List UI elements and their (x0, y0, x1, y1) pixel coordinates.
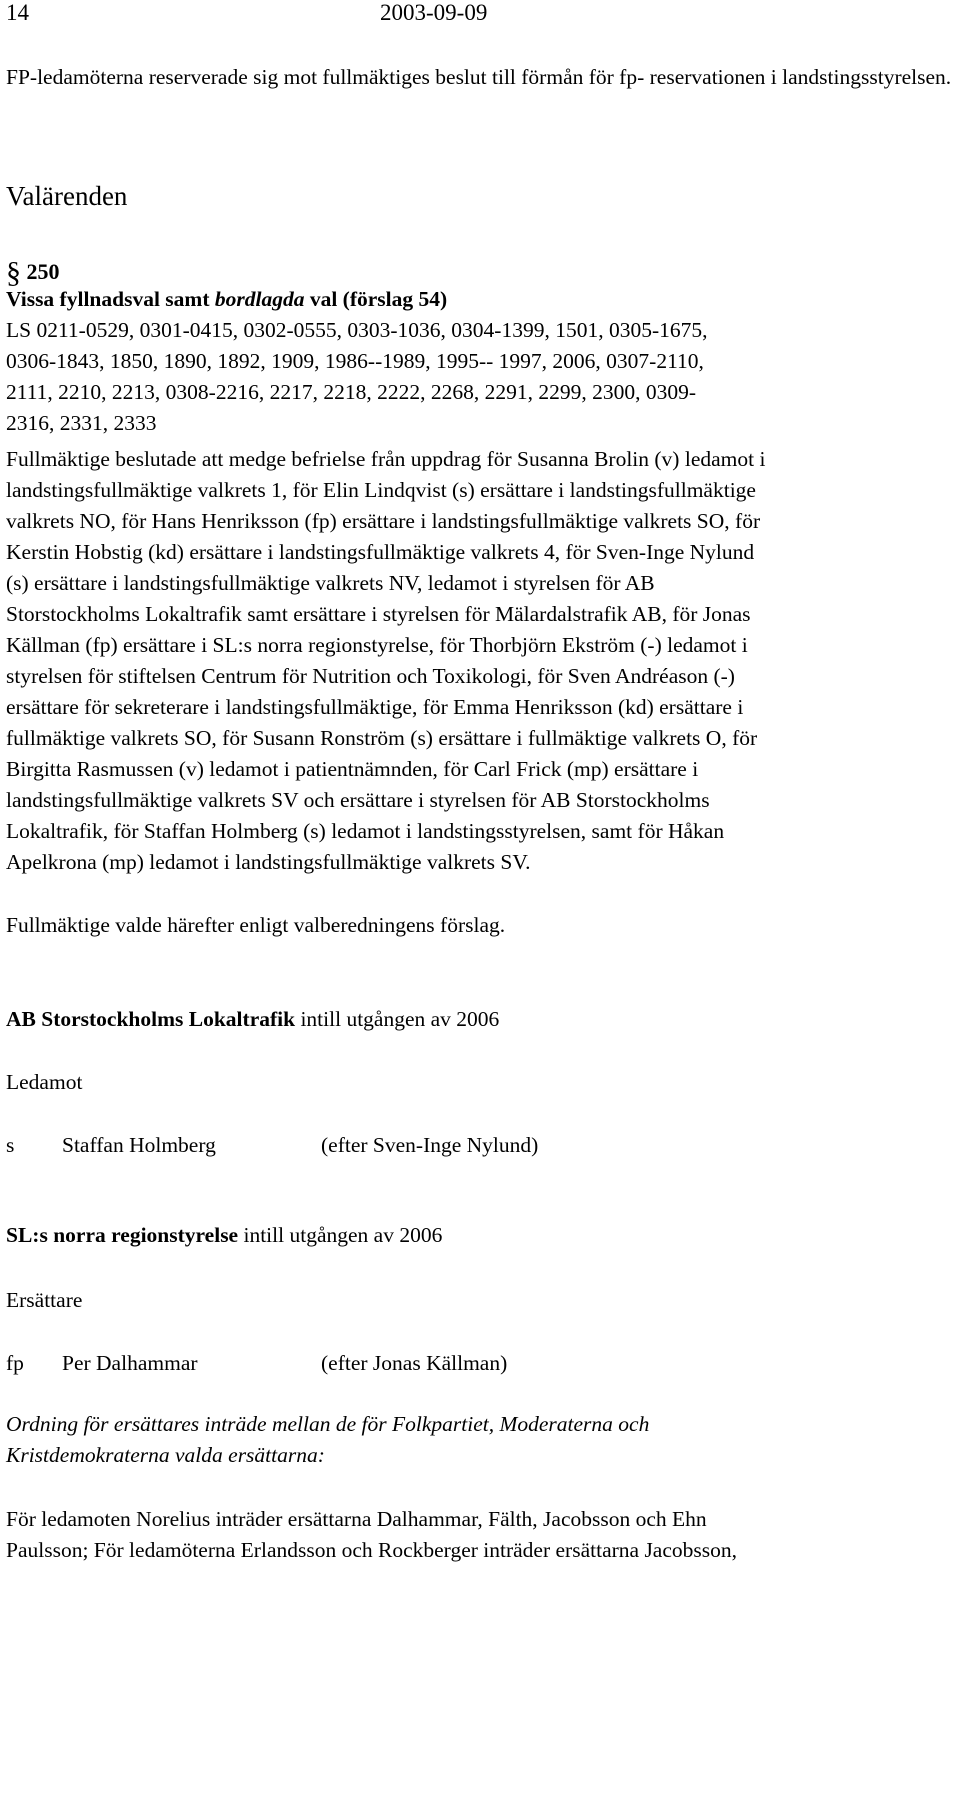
sl-board-heading (6, 1007, 499, 1032)
north-board-period: intill utgången av 2006 (238, 1223, 443, 1247)
north-board-role: Ersättare (6, 1288, 83, 1312)
decision-line: Lokaltrafik, för Staffan Holmberg (s) ledamot i landstingsstyrelsen, samt för Håkan (6, 819, 725, 843)
decision-line: Birgitta Rasmussen (v) ledamot i patientnämnden, för Carl Frick (mp) ersättare i (6, 757, 699, 781)
north-board-member-name: Per Dalhammar (62, 1351, 198, 1375)
decision-line: Kerstin Hobstig (kd) ersättare i landstingsfullmäktige valkrets 4, för Sven-Inge Nylund (6, 540, 755, 564)
sl-board-name: AB Storstockholms Lokaltrafik (6, 1007, 296, 1031)
item-number (6, 256, 60, 290)
sl-board-member-name: Staffan Holmberg (62, 1133, 216, 1157)
decision-line: (s) ersättare i landstingsfullmäktige valkrets NV, ledamot i styrelsen för AB (6, 571, 655, 595)
section-sign: § (6, 256, 21, 289)
conclusion: Fullmäktige valde härefter enligt valberedningens förslag. (6, 913, 506, 937)
north-board-name: SL:s norra regionstyrelse (6, 1223, 239, 1247)
north-board-party: fp (6, 1351, 24, 1375)
ordning-heading-line: Ordning för ersättares inträde mellan de för Folkpartiet, Moderaterna och (6, 1412, 650, 1436)
ordning-heading-line: Kristdemokraterna valda ersättarna: (6, 1443, 325, 1467)
ordning-text-line: För ledamoten Norelius inträder ersättarna Dalhammar, Fälth, Jacobsson och Ehn (6, 1507, 707, 1531)
north-board-member-note: (efter Jonas Källman) (321, 1351, 508, 1375)
decision-line: Apelkrona (mp) ledamot i landstingsfullmäktige valkrets SV. (6, 850, 531, 874)
sl-board-member-note: (efter Sven-Inge Nylund) (321, 1133, 539, 1157)
sl-board-period: intill utgången av 2006 (295, 1007, 500, 1031)
decision-line: valkrets NO, för Hans Henriksson (fp) ersättare i landstingsfullmäktige valkrets SO, för (6, 509, 761, 533)
decision-line: Fullmäktige beslutade att medge befrielse från uppdrag för Susanna Brolin (v) ledamot i (6, 447, 766, 471)
intro-paragraph: FP-ledamöterna reserverade sig mot fullmäktiges beslut till förmån för fp- reservationen i landstingsstyrelsen. (6, 65, 952, 89)
section-title: Valärenden (6, 181, 128, 211)
reference-line: 2111, 2210, 2213, 0308-2216, 2217, 2218, 2222, 2268, 2291, 2299, 2300, 0309- (6, 380, 696, 404)
item-title-start: Vissa fyllnadsval samt (6, 287, 215, 311)
item-title-italic: bordlagda (214, 287, 305, 311)
north-board-heading (6, 1223, 442, 1248)
sl-board-party: s (6, 1133, 15, 1157)
item-title-end: val (förslag 54) (304, 287, 448, 311)
decision-line: ersättare för sekreterare i landstingsfullmäktige, för Emma Henriksson (kd) ersättare i (6, 695, 744, 719)
ordning-text-line: Paulsson; För ledamöterna Erlandsson och Rockberger inträder ersättarna Jacobsson, (6, 1538, 737, 1562)
decision-line: styrelsen för stiftelsen Centrum för Nutrition och Toxikologi, för Sven Andréason (-) (6, 664, 735, 688)
decision-line: Storstockholms Lokaltrafik samt ersättare i styrelsen för Mälardalstrafik AB, för Jonas (6, 602, 751, 626)
reference-line: 0306-1843, 1850, 1890, 1892, 1909, 1986--1989, 1995-- 1997, 2006, 0307-2110, (6, 349, 704, 373)
item-title (6, 287, 447, 312)
item-number-value: 250 (26, 259, 60, 284)
sl-board-role: Ledamot (6, 1070, 83, 1094)
reference-line: 2316, 2331, 2333 (6, 411, 157, 435)
document-date: 2003-09-09 (380, 0, 488, 25)
decision-line: landstingsfullmäktige valkrets SV och ersättare i styrelsen för AB Storstockholms (6, 788, 710, 812)
reference-line: LS 0211-0529, 0301-0415, 0302-0555, 0303-1036, 0304-1399, 1501, 0305-1675, (6, 318, 708, 342)
decision-line: landstingsfullmäktige valkrets 1, för Elin Lindqvist (s) ersättare i landstingsfullmäktige (6, 478, 756, 502)
page-number: 14 (6, 0, 29, 25)
decision-line: fullmäktige valkrets SO, för Susann Ronström (s) ersättare i fullmäktige valkrets O, för (6, 726, 758, 750)
decision-line: Källman (fp) ersättare i SL:s norra regionstyrelse, för Thorbjörn Ekström (-) ledamot i (6, 633, 748, 657)
